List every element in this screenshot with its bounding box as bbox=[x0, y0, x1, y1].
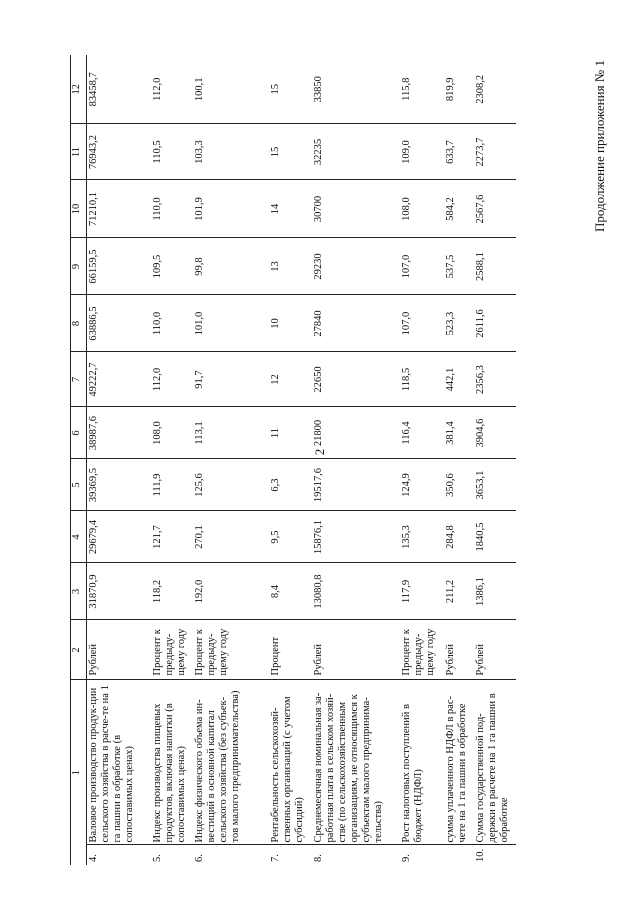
row-number: 6. bbox=[194, 854, 205, 862]
value-cell: 38987,6 bbox=[87, 407, 152, 459]
column-header: 3 bbox=[71, 563, 87, 620]
value-cell: 12 bbox=[269, 352, 312, 407]
column-header: 10 bbox=[71, 180, 87, 238]
value-cell: 32235 bbox=[312, 124, 400, 180]
value-cell: 115,8 bbox=[400, 55, 444, 124]
value-cell: 2273,7 bbox=[474, 124, 516, 180]
value-cell: 192,0 bbox=[193, 563, 269, 620]
row-number: 5. bbox=[152, 854, 163, 862]
value-cell: 76943,2 bbox=[87, 124, 152, 180]
unit-cell: Процент к предыду-щему году bbox=[400, 620, 444, 680]
value-cell: 33850 bbox=[312, 55, 400, 124]
column-header-row bbox=[71, 55, 87, 865]
page-number: 2 bbox=[312, 448, 327, 456]
value-cell: 31870,9 bbox=[87, 563, 152, 620]
unit-cell: Рублей bbox=[444, 620, 474, 680]
column-header: 11 bbox=[71, 124, 87, 180]
value-cell: 71210,1 bbox=[87, 180, 152, 238]
table-row bbox=[193, 55, 269, 865]
indicator-cell: Рост налоговых поступлений в бюджет (НДФЛ) bbox=[400, 680, 444, 845]
value-cell: 107,0 bbox=[400, 238, 444, 295]
value-cell: 109,0 bbox=[400, 124, 444, 180]
column-header: 9 bbox=[71, 238, 87, 295]
value-cell: 110,0 bbox=[151, 180, 193, 238]
value-cell: 30700 bbox=[312, 180, 400, 238]
value-cell: 99,8 bbox=[193, 238, 269, 295]
value-cell: 118,2 bbox=[151, 563, 193, 620]
value-cell: 108,0 bbox=[151, 407, 193, 459]
column-header: 2 bbox=[71, 620, 87, 680]
value-cell: 110,0 bbox=[151, 295, 193, 352]
value-cell: 15 bbox=[269, 124, 312, 180]
column-header: 6 bbox=[71, 407, 87, 459]
value-cell: 6,3 bbox=[269, 459, 312, 511]
value-cell: 3904,6 bbox=[474, 407, 516, 459]
value-cell: 29679,4 bbox=[87, 511, 152, 563]
value-cell: 15876,1 bbox=[312, 511, 400, 563]
value-cell: 63886,5 bbox=[87, 295, 152, 352]
table-row bbox=[474, 55, 516, 865]
value-cell: 110,5 bbox=[151, 124, 193, 180]
value-cell: 118,5 bbox=[400, 352, 444, 407]
unit-cell: Рублей bbox=[87, 620, 152, 680]
row-number bbox=[444, 845, 474, 865]
value-cell: 3653,1 bbox=[474, 459, 516, 511]
value-cell: 1840,5 bbox=[474, 511, 516, 563]
indicator-cell: Индекс физического объема ин-вестиций в основной капитал сельского хозяйства (без субъек-тов малого предпринимательства) bbox=[193, 680, 269, 845]
value-cell: 49222,7 bbox=[87, 352, 152, 407]
value-cell: 13 bbox=[269, 238, 312, 295]
column-header: 4 bbox=[71, 511, 87, 563]
value-cell: 2588,1 bbox=[474, 238, 516, 295]
value-cell: 537,5 bbox=[444, 238, 474, 295]
value-cell: 8,4 bbox=[269, 563, 312, 620]
data-table bbox=[70, 55, 516, 865]
value-cell: 101,9 bbox=[193, 180, 269, 238]
value-cell: 350,6 bbox=[444, 459, 474, 511]
value-cell: 107,0 bbox=[400, 295, 444, 352]
value-cell: 14 bbox=[269, 180, 312, 238]
annex-title: Продолжение приложения № 1 bbox=[592, 60, 607, 232]
table-row bbox=[151, 55, 193, 865]
value-cell: 523,3 bbox=[444, 295, 474, 352]
value-cell: 2611,6 bbox=[474, 295, 516, 352]
value-cell: 442,1 bbox=[444, 352, 474, 407]
table-container bbox=[70, 55, 560, 865]
row-number: 9. bbox=[401, 854, 412, 862]
value-cell: 109,5 bbox=[151, 238, 193, 295]
value-cell: 2308,2 bbox=[474, 55, 516, 124]
table-row bbox=[312, 55, 400, 865]
value-cell: 100,1 bbox=[193, 55, 269, 124]
column-header: 8 bbox=[71, 295, 87, 352]
value-cell: 1386,1 bbox=[474, 563, 516, 620]
value-cell: 13080,8 bbox=[312, 563, 400, 620]
value-cell: 2356,3 bbox=[474, 352, 516, 407]
value-cell: 124,9 bbox=[400, 459, 444, 511]
table-row bbox=[87, 55, 152, 865]
value-cell: 819,9 bbox=[444, 55, 474, 124]
value-cell: 91,7 bbox=[193, 352, 269, 407]
value-cell: 135,3 bbox=[400, 511, 444, 563]
table-row bbox=[444, 55, 474, 865]
value-cell: 2567,6 bbox=[474, 180, 516, 238]
indicator-cell: Индекс производства пищевых продуктов, включая напитки (в сопоставимых ценах) bbox=[151, 680, 193, 845]
value-cell: 103,3 bbox=[193, 124, 269, 180]
value-cell: 121,7 bbox=[151, 511, 193, 563]
value-cell: 22650 bbox=[312, 352, 400, 407]
value-cell: 284,8 bbox=[444, 511, 474, 563]
table-row bbox=[269, 55, 312, 865]
row-number: 10. bbox=[475, 848, 486, 862]
indicator-cell: сумма уплаченного НДФЛ в рас-чете на 1 га пашни в обработке bbox=[444, 680, 474, 845]
value-cell: 111,9 bbox=[151, 459, 193, 511]
value-cell: 27840 bbox=[312, 295, 400, 352]
row-number: 7. bbox=[270, 854, 281, 862]
value-cell: 66159,5 bbox=[87, 238, 152, 295]
value-cell: 19517,6 bbox=[312, 459, 400, 511]
value-cell: 112,0 bbox=[151, 55, 193, 124]
value-cell: 15 bbox=[269, 55, 312, 124]
row-number: 8. bbox=[313, 854, 324, 862]
value-cell: 633,7 bbox=[444, 124, 474, 180]
value-cell: 108,0 bbox=[400, 180, 444, 238]
indicator-cell: Валовое производство продук-ции сельского хозяйства в расче-те на 1 га пашни в обработке (в сопоставимых ценах) bbox=[87, 680, 152, 845]
column-header: 5 bbox=[71, 459, 87, 511]
value-cell: 116,4 bbox=[400, 407, 444, 459]
indicator-cell: Рентабельность сельскохозяй-ственных организаций (с учетом субсидий) bbox=[269, 680, 312, 845]
column-header: 7 bbox=[71, 352, 87, 407]
unit-cell: Процент к предыду-щему году bbox=[193, 620, 269, 680]
column-header: 12 bbox=[71, 55, 87, 124]
unit-cell: Процент bbox=[269, 620, 312, 680]
row-number: 4. bbox=[88, 854, 99, 862]
value-cell: 125,6 bbox=[193, 459, 269, 511]
value-cell: 21800 bbox=[312, 407, 400, 459]
value-cell: 211,2 bbox=[444, 563, 474, 620]
value-cell: 113,1 bbox=[193, 407, 269, 459]
unit-cell: Рублей bbox=[312, 620, 400, 680]
value-cell: 101,0 bbox=[193, 295, 269, 352]
value-cell: 11 bbox=[269, 407, 312, 459]
table-row bbox=[400, 55, 444, 865]
value-cell: 381,4 bbox=[444, 407, 474, 459]
value-cell: 117,9 bbox=[400, 563, 444, 620]
value-cell: 83458,7 bbox=[87, 55, 152, 124]
value-cell: 29230 bbox=[312, 238, 400, 295]
column-header: 1 bbox=[71, 680, 87, 865]
indicator-cell: Среднемесячная номинальная за-работная плата в сельском хозяй-стве (по сельскохозяйственным организациям, не относящимся к субъектам малого предпринима-тельства) bbox=[312, 680, 400, 845]
value-cell: 9,5 bbox=[269, 511, 312, 563]
value-cell: 270,1 bbox=[193, 511, 269, 563]
value-cell: 112,0 bbox=[151, 352, 193, 407]
unit-cell: Процент к предыду-щему году bbox=[151, 620, 193, 680]
value-cell: 39369,5 bbox=[87, 459, 152, 511]
unit-cell: Рублей bbox=[474, 620, 516, 680]
indicator-cell: Сумма государственной под-держки в расчете на 1 га пашни в обработке bbox=[474, 680, 516, 845]
value-cell: 10 bbox=[269, 295, 312, 352]
value-cell: 584,2 bbox=[444, 180, 474, 238]
